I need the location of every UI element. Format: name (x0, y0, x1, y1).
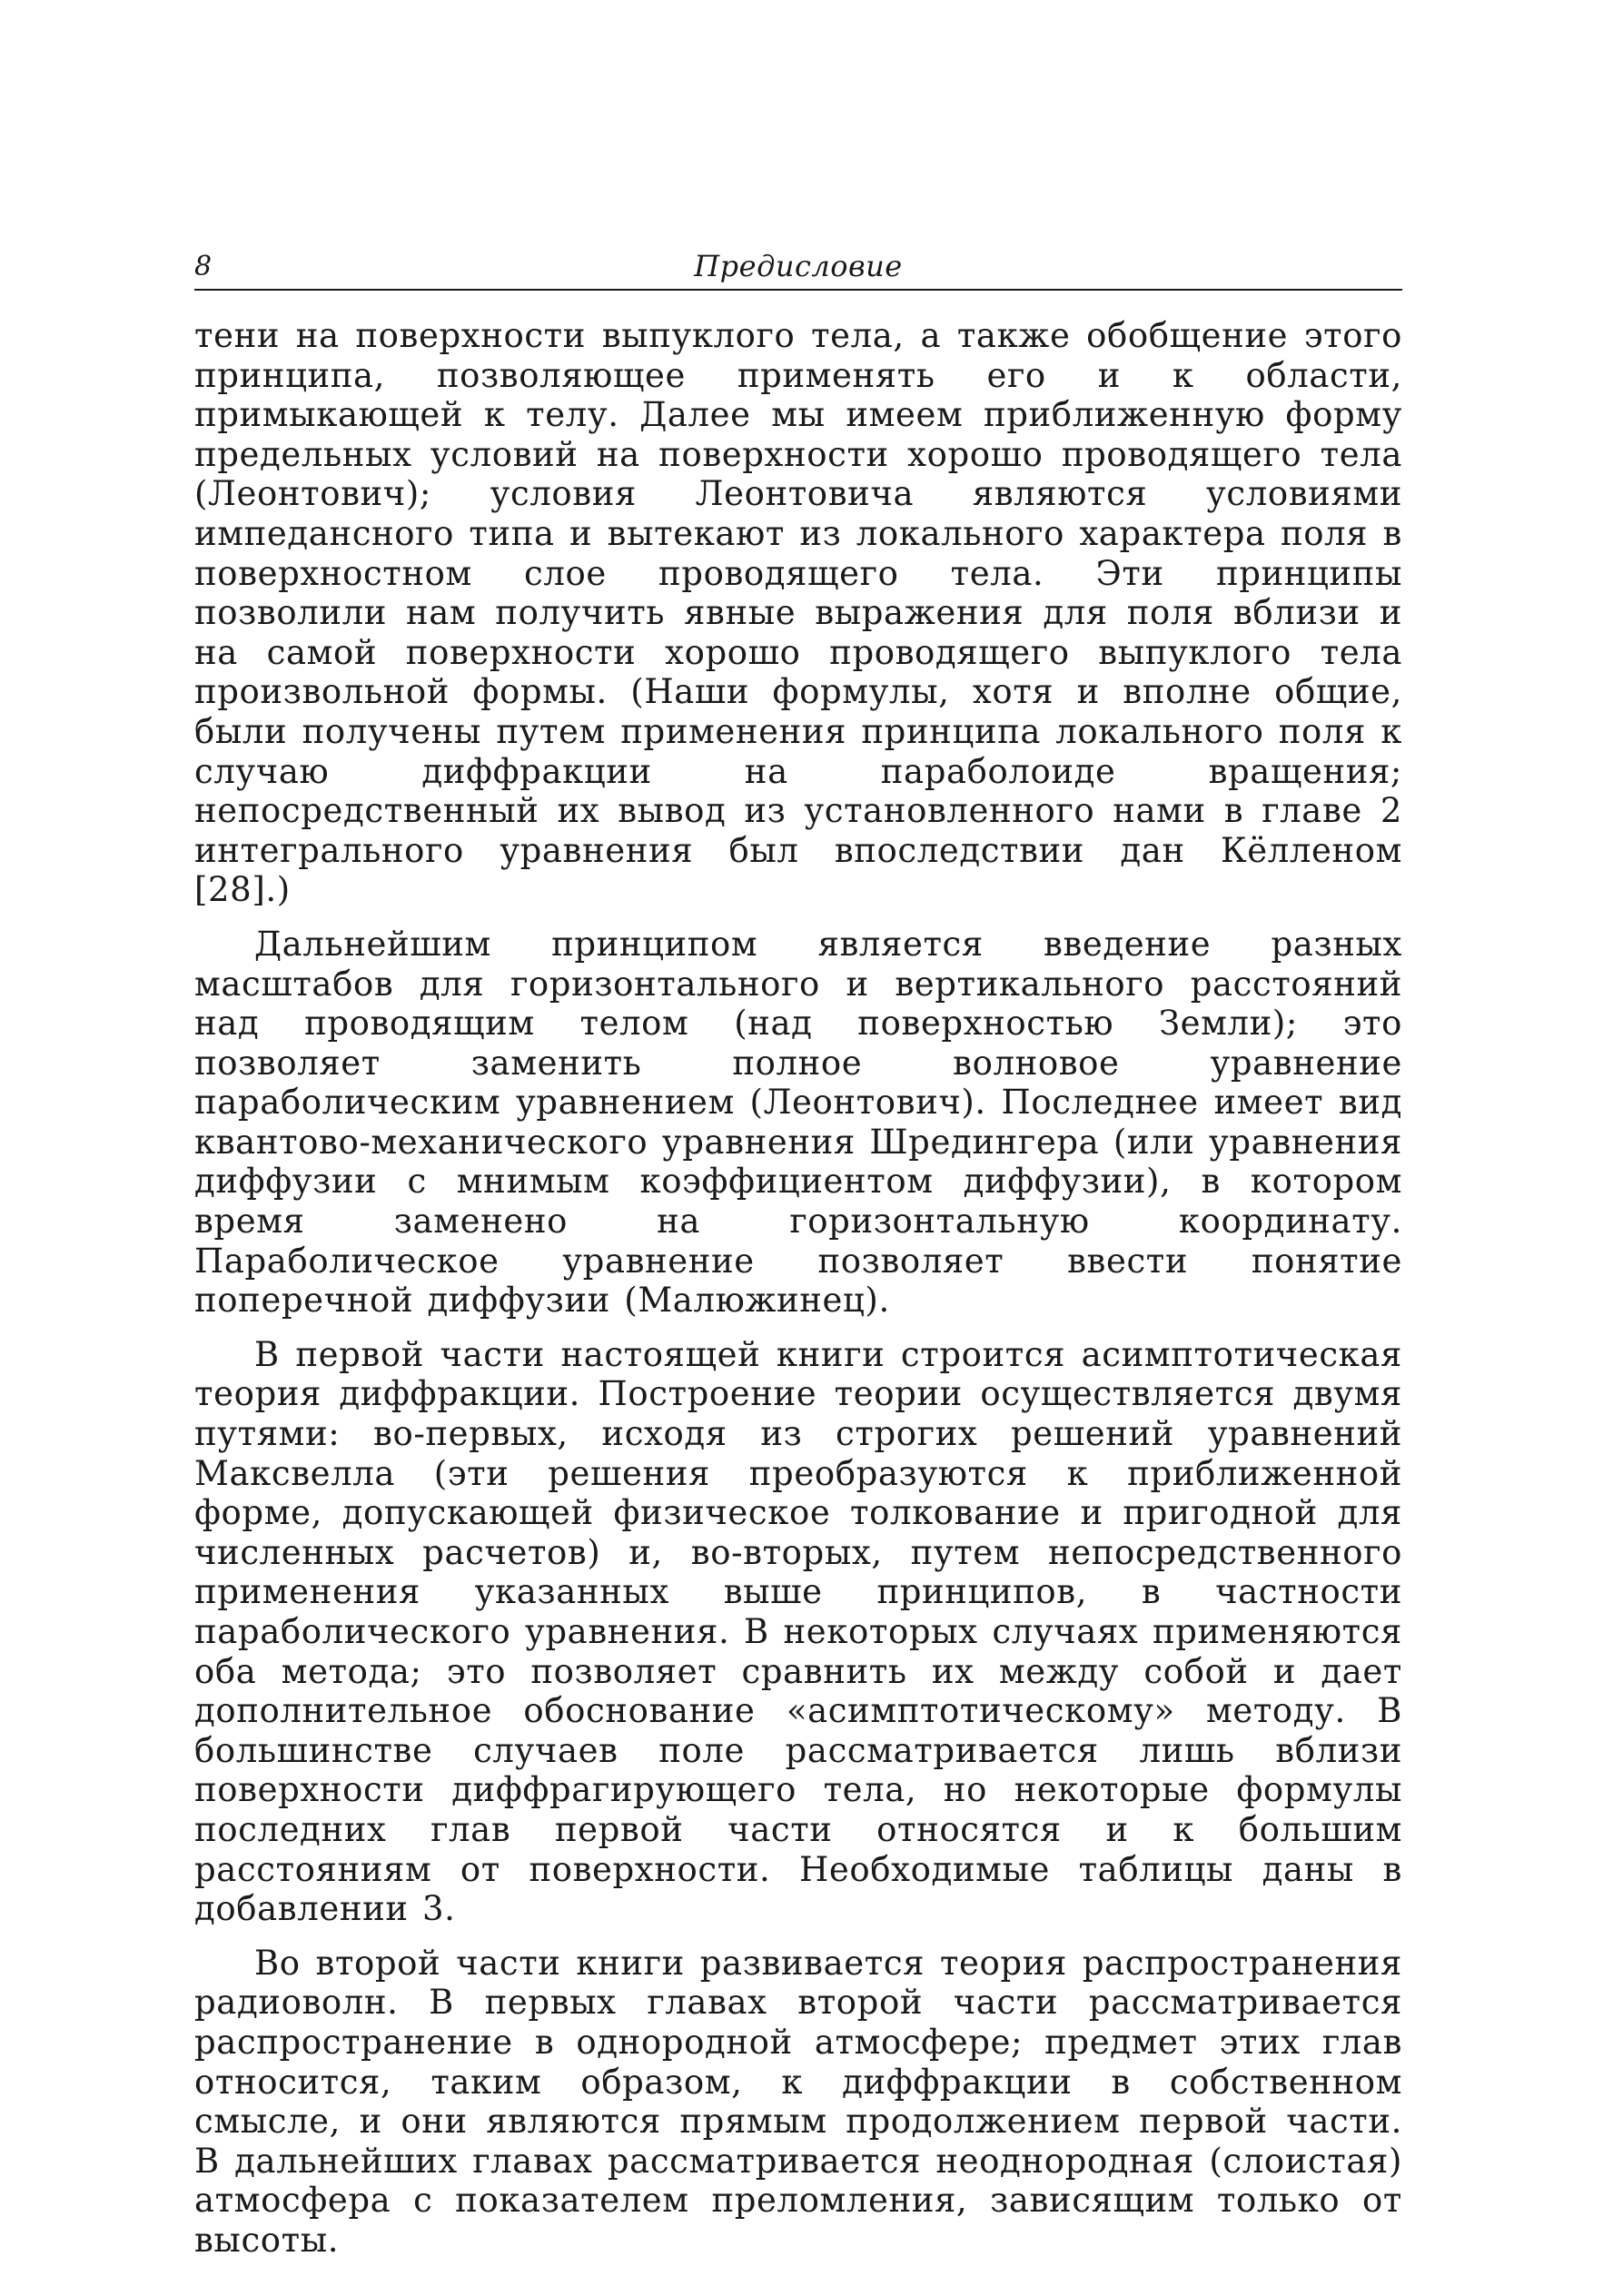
paragraph-part-two: Во второй части книги развивается теория распространения радиоволн. В первых главах второй части рассматривается распространение в однородной атмосфере; предмет этих глав относится, таким образом, к диффракции в собственном смысле, и они являются прямым продолжением первой части. В дальнейших главах рассматривается неоднородная (слоистая) атмосфера с показателем преломления, зависящим только от высоты. (194, 1943, 1402, 2260)
book-page (194, 245, 1402, 2275)
page-number: 8 (194, 251, 213, 282)
running-head (194, 245, 1402, 289)
running-title: Предисловие (694, 249, 903, 283)
paragraph-part-one: В первой части настоящей книги строится асимптотическая теория диффракции. Построение теории осуществляется двумя путями: во-первых, исходя из строгих решений уравнений Максвелла (эти решения преобразуются к приближенной форме, допускающей физическое толкование и пригодной для численных расчетов) и, во-вторых, путем непосредственного применения указанных выше принципов, в частности параболического уравнения. В некоторых случаях применяются оба метода; это позволяет сравнить их между собой и дает дополнительное обоснование «асимптотическому» методу. В большинстве случаев поле рассматривается лишь вблизи поверхности диффрагирующего тела, но некоторые формулы последних глав первой части относятся и к большим расстояниям от поверхности. Необходимые таблицы даны в добавлении 3. (194, 1334, 1402, 1929)
paragraph-scales: Дальнейшим принципом является введение разных масштабов для горизонтального и вертикального расстояний над проводящим телом (над поверхностью Земли); это позволяет заменить полное волновое уравнение параболическим уравнением (Леонтович). Последнее имеет вид квантово-механического уравнения Шредингера (или уравнения диффузии с мнимым коэффициентом диффузии), в котором время заменено на горизонтальную координату. Параболическое уравнение позволяет ввести понятие поперечной диффузии (Малюжинец). (194, 924, 1402, 1321)
header-rule (194, 289, 1402, 291)
paragraph-continuation: тени на поверхности выпуклого тела, а также обобщение этого принципа, позволяющее применять его и к области, примыкающей к телу. Далее мы имеем приближенную форму предельных условий на поверхности хорошо проводящего тела (Леонтович); условия Леонтовича являются условиями импедансного типа и вытекают из локального характера поля в поверхностном слое проводящего тела. Эти принципы позволили нам получить явные выражения для поля вблизи и на самой поверхности хорошо проводящего выпуклого тела произвольной формы. (Наши формулы, хотя и вполне общие, были получены путем применения принципа локального поля к случаю диффракции на параболоиде вращения; непосредственный их вывод из установленного нами в главе 2 интегрального уравнения был впоследствии дан Кёлленом [28].) (194, 316, 1402, 910)
